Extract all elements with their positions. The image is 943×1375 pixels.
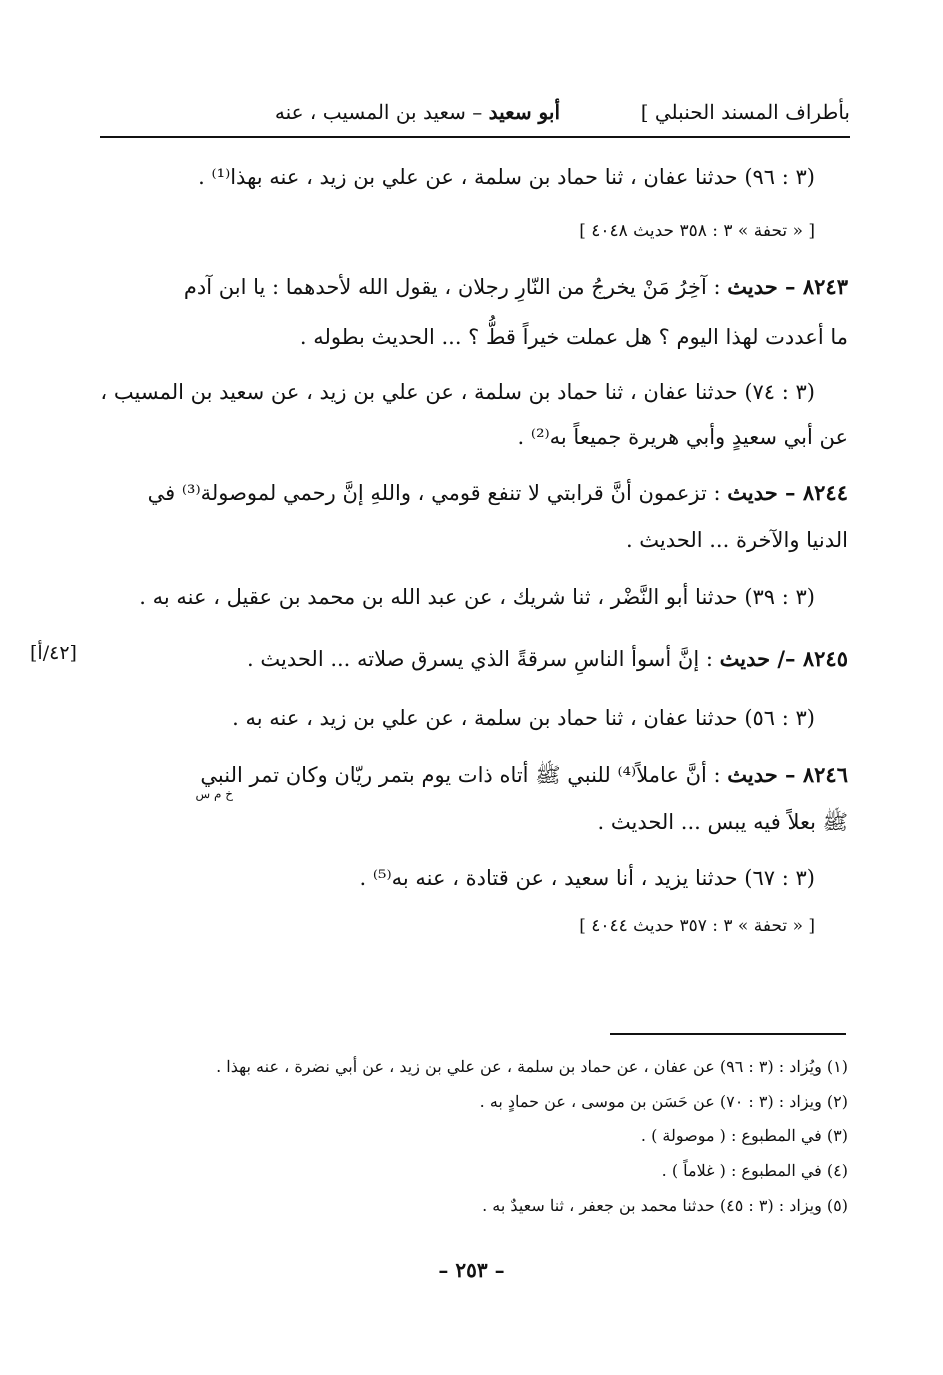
hadith-8243-line2: ما أعددت لهذا اليوم ؟ هل عملت خيراً قطُّ ؟ ... الحديث بطوله . [299,325,848,349]
sanad-8245: (٣ : ٥٦) حدثنا عفان ، ثنا حماد بن سلمة ، عن علي بن زيد ، عنه به . [232,706,815,730]
hadith-8243-text: : آخِرُ مَنْ يخرجُ من النّارِ رجلان ، يقول الله لأحدهما : يا ابن آدم [183,275,721,299]
tuhfa-reference-2: [ « تحفة » ٣ : ٣٥٧ حديث ٤٠٤٤ ] [579,916,815,936]
hadith-8244-line1 [148,478,848,508]
hadith-8245-number: ٨٢٤٥ –/ حديث [719,646,848,671]
hadith-8245-text: : إنَّ أسوأ الناسِ سرقةً الذي يسرق صلاته ... الحديث . [247,647,713,671]
sanad-line: (٣ : ٩٦) حدثنا عفان ، ثنا حماد بن سلمة ، عن علي بن زيد ، عنه بهذا⁽¹⁾ . [198,165,815,189]
header-chapter [275,100,560,124]
hadith-8246-number: ٨٢٤٦ – حديث [727,762,848,787]
margin-folio-note: [٤٢/أ] [30,642,77,664]
hadith-8246-line2: ﷺ بعلاً فيه يبس ... الحديث . [597,810,848,834]
hadith-8243-line1 [184,272,848,302]
hadith-8243-number: ٨٢٤٣ – حديث [727,274,848,299]
running-header [100,98,850,132]
footnote-5: (٥) ويزاد : (٣ : ٤٥) حدثنا محمد بن جعفر ، ثنا سعيدٌ به . [482,1196,848,1215]
footnote-rule [610,1033,846,1035]
hadith-8246-text: : أنَّ عاملاً⁽⁴⁾ للنبي ﷺ أتاه ذات يوم بتمر ريّان وكان تمر النبي [200,763,721,787]
page-number: – ٢٥٣ – [438,1258,505,1282]
tuhfa-reference: [ « تحفة » ٣ : ٣٥٨ حديث ٤٠٤٨ ] [579,221,815,241]
header-chapter-rest: – سعيد بن المسيب ، عنه [274,100,483,124]
footnote-3: (٣) في المطبوع : ( موصولة ) . [640,1126,848,1145]
sanad-8246: (٣ : ٦٧) حدثنا يزيد ، أنا سعيد ، عن قتادة ، عنه به⁽⁵⁾ . [359,866,815,890]
header-chapter-bold: أبو سعيد [488,100,560,124]
sanad-8243-line1: (٣ : ٧٤) حدثنا عفان ، ثنا حماد بن سلمة ، عن علي بن زيد ، عن سعيد بن المسيب ، [100,380,815,404]
hadith-8244-number: ٨٢٤٤ – حديث [727,480,848,505]
footnote-2: (٢) ويزاد : (٣ : ٧٠) عن حَسَن بن موسى ، عن حمادٍ به . [479,1092,848,1111]
sanad-8243-line2: عن أبي سعيدٍ وأبي هريرة جميعاً به⁽²⁾ . [517,425,848,449]
hadith-8246-source-symbols: خ م س [195,787,233,801]
footnote-1: (١) ويُزاد : (٣ : ٩٦) عن عفان ، عن حماد بن سلمة ، عن علي بن زيد ، عن أبي نضرة ، عنه بهذا . [216,1057,848,1076]
footnote-4: (٤) في المطبوع : ( غلاماً ) . [661,1161,848,1180]
hadith-8245-line1 [247,644,848,674]
hadith-8244-text: : تزعمون أنَّ قرابتي لا تنفع قومي ، واللهِ إنَّ رحمي لموصولة⁽³⁾ في [147,481,721,505]
hadith-8244-line2: الدنيا والآخرة ... الحديث . [625,528,848,552]
sanad-8244: (٣ : ٣٩) حدثنا أبو النَّضْر ، ثنا شريك ، عن عبد الله بن محمد بن عقيل ، عنه به . [139,585,815,609]
header-book-title: بأطراف المسند الحنبلي ] [640,100,850,124]
hadith-8246-line1 [200,760,848,790]
header-rule [100,136,850,138]
